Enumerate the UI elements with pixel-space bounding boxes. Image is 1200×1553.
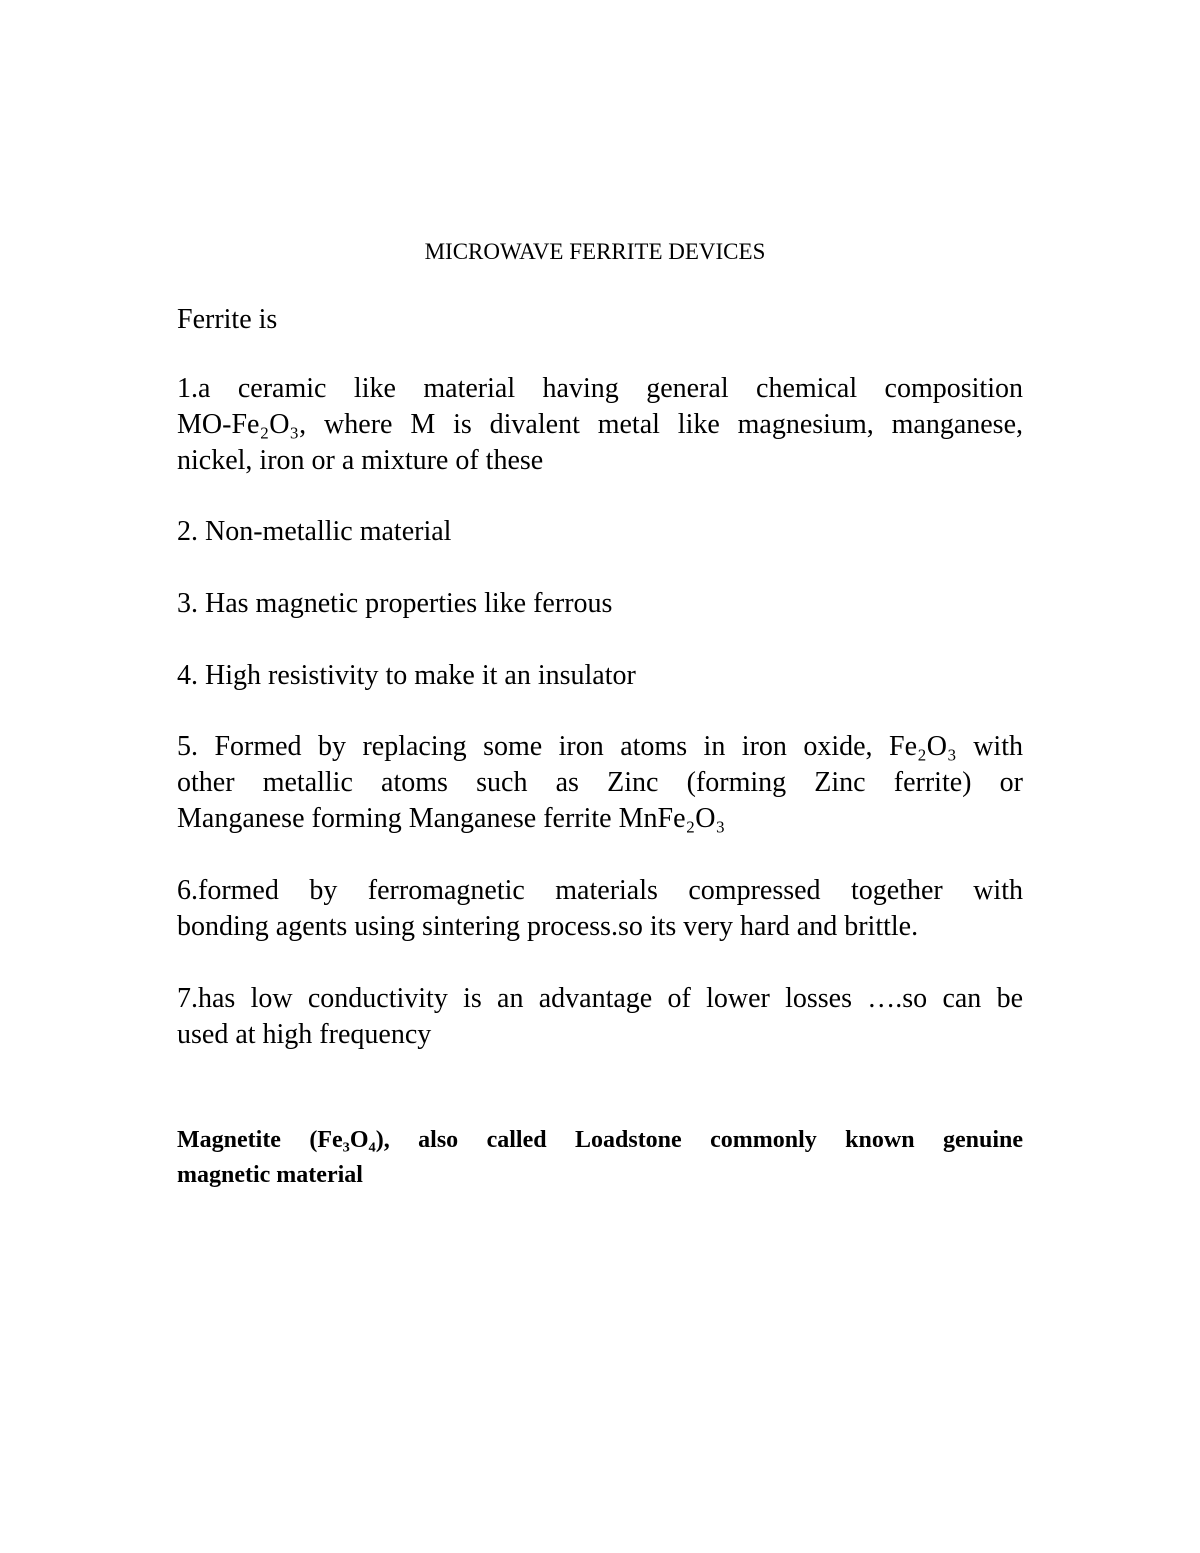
intro-text: Ferrite is [177,304,278,335]
list-item-7-line-2: used at high frequency [177,1019,432,1050]
list-item-2-line-1: 2. Non-metallic material [177,516,452,547]
magnetite-note-line-2: magnetic material [177,1162,363,1188]
list-item-5-line-3: Manganese forming Manganese ferrite MnFe₂O₃ [177,803,726,834]
list-item-4 [177,658,1023,694]
list-item-7-line-1: 7.has low conductivity is an advantage of lower losses ….so can be [177,983,1023,1014]
document-title: MICROWAVE FERRITE DEVICES [424,239,766,264]
list-item-3 [177,586,1023,622]
list-item-7 [177,981,1023,1053]
list-item-5-line-1: 5. Formed by replacing some iron atoms in iron oxide, Fe₂O₃ with [177,731,1023,762]
list-item-1-line-3: nickel, iron or a mixture of these [177,445,544,476]
list-item-1-line-2: MO-Fe₂O₃, where M is divalent metal like magnesium, manganese, [177,409,1023,440]
list-item-6 [177,873,1023,945]
magnetite-note-line-1: Magnetite (Fe₃O₄), also called Loadstone commonly known genuine [177,1127,1023,1153]
list-item-5 [177,729,1023,837]
list-item-6-line-1: 6.formed by ferromagnetic materials compressed together with [177,875,1023,906]
list-item-2 [177,514,1023,550]
list-item-6-line-2: bonding agents using sintering process.so its very hard and brittle. [177,911,919,942]
list-item-3-line-1: 3. Has magnetic properties like ferrous [177,588,613,619]
magnetite-note [177,1123,1023,1193]
list-item-4-line-1: 4. High resistivity to make it an insulator [177,660,636,691]
list-item-5-line-2: other metallic atoms such as Zinc (forming Zinc ferrite) or [177,767,1023,798]
list-item-1 [177,371,1023,479]
list-item-1-line-1: 1.a ceramic like material having general chemical composition [177,373,1023,404]
